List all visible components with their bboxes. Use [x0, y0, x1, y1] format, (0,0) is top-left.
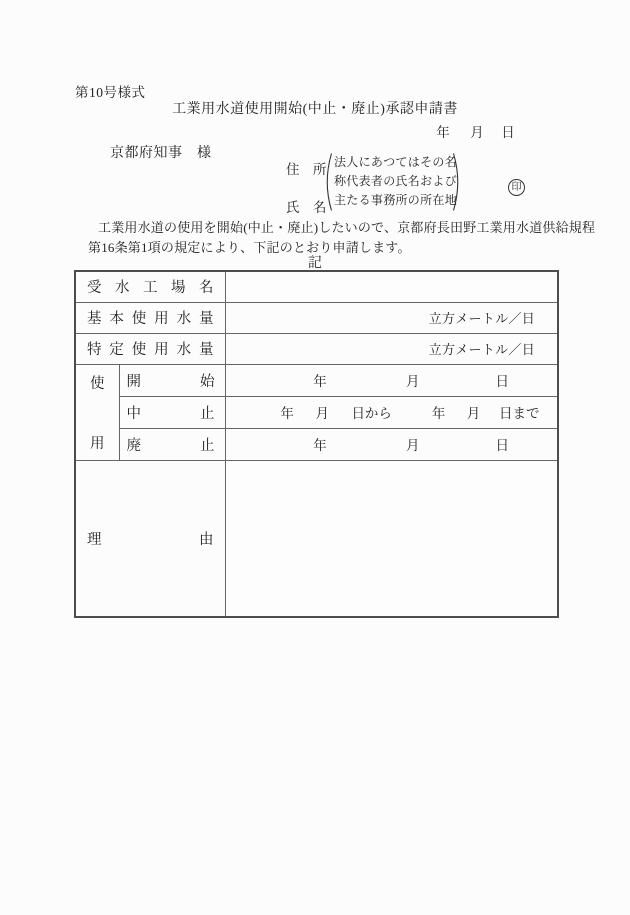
abolition-day-label: 日: [495, 438, 510, 453]
table-row-abolition: [75, 428, 558, 460]
address-label: 住 所: [286, 162, 327, 177]
reason-label-cell: [75, 460, 225, 617]
date-month-label: 月: [470, 125, 484, 140]
corporate-note: [334, 153, 457, 210]
specified-usage-unit-cell: 立方メートル／日: [225, 333, 558, 364]
table-row-basic-usage: [75, 302, 558, 333]
start-date-cell: [225, 364, 558, 396]
suspension-date-cell: [225, 396, 558, 428]
form-number: 第10号様式: [75, 85, 146, 100]
start-day-label: 日: [495, 374, 510, 389]
table-row-specified-usage: [75, 333, 558, 364]
start-month-label: 月: [406, 374, 420, 389]
body-paragraph-line-2: 第16条第1項の規定により、下記のとおり申請します。: [88, 240, 411, 255]
suspension-label: 中 止: [126, 405, 215, 422]
date-year-label: 年: [436, 125, 450, 140]
start-label: 開 始: [126, 373, 215, 390]
abolition-month-label: 月: [406, 438, 420, 453]
plant-name-label-cell: [75, 271, 225, 302]
corporate-note-line: 主たる事務所の所在地: [334, 193, 458, 207]
form-title: 工業用水道使用開始(中止・廃止)承認申請書: [172, 102, 458, 117]
table-row-suspension: [75, 396, 558, 428]
suspension-from-day-label: 日から: [351, 406, 392, 421]
basic-usage-label: 基 本 使 用 水 量: [87, 311, 214, 327]
start-year-label: 年: [313, 374, 327, 389]
reason-value-cell: [225, 460, 558, 617]
addressee-governor: 京都府知事 様: [110, 146, 212, 161]
abolition-label: 廃 止: [126, 437, 215, 454]
left-bracket-icon: [321, 152, 333, 212]
seal-stamp-icon: 印: [508, 179, 525, 196]
use-group-cell: [75, 364, 119, 460]
specified-usage-label-cell: [75, 333, 225, 364]
basic-usage-label-cell: [75, 302, 225, 333]
abolition-date-cell: [225, 428, 558, 460]
reason-label: 理 由: [87, 531, 214, 548]
table-row-reason: [75, 460, 558, 617]
table-row-start: [75, 364, 558, 396]
plant-name-label: 受 水 工 場 名: [87, 280, 214, 297]
corporate-note-line: 法人にあつてはその名: [334, 155, 458, 169]
abolition-year-label: 年: [313, 438, 327, 453]
record-marker: 記: [308, 256, 322, 271]
date-day-label: 日: [501, 125, 515, 140]
body-paragraph-line-1: 工業用水道の使用を開始(中止・廃止)したいので、京都府長田野工業用水道供給規程: [98, 220, 596, 235]
suspension-to-day-label: 日まで: [498, 406, 540, 421]
suspension-from-month-label: 月: [315, 406, 330, 421]
use-group-label-bottom: 用: [90, 435, 105, 452]
start-label-cell: [119, 364, 225, 396]
abolition-label-cell: [119, 428, 225, 460]
application-table: [74, 270, 559, 618]
suspension-to-month-label: 月: [466, 406, 481, 421]
basic-usage-unit-cell: 立方メートル／日: [225, 302, 558, 333]
table-row-plant-name: [75, 271, 558, 302]
use-group-label-top: 使: [90, 375, 105, 392]
plant-name-value-cell: [225, 271, 558, 302]
name-label: 氏 名: [286, 200, 327, 215]
corporate-note-line: 称代表者の氏名および: [334, 174, 458, 188]
suspension-to-year-label: 年: [431, 406, 446, 421]
suspension-label-cell: [119, 396, 225, 428]
specified-usage-label: 特 定 使 用 水 量: [87, 342, 214, 358]
suspension-from-year-label: 年: [280, 406, 294, 421]
